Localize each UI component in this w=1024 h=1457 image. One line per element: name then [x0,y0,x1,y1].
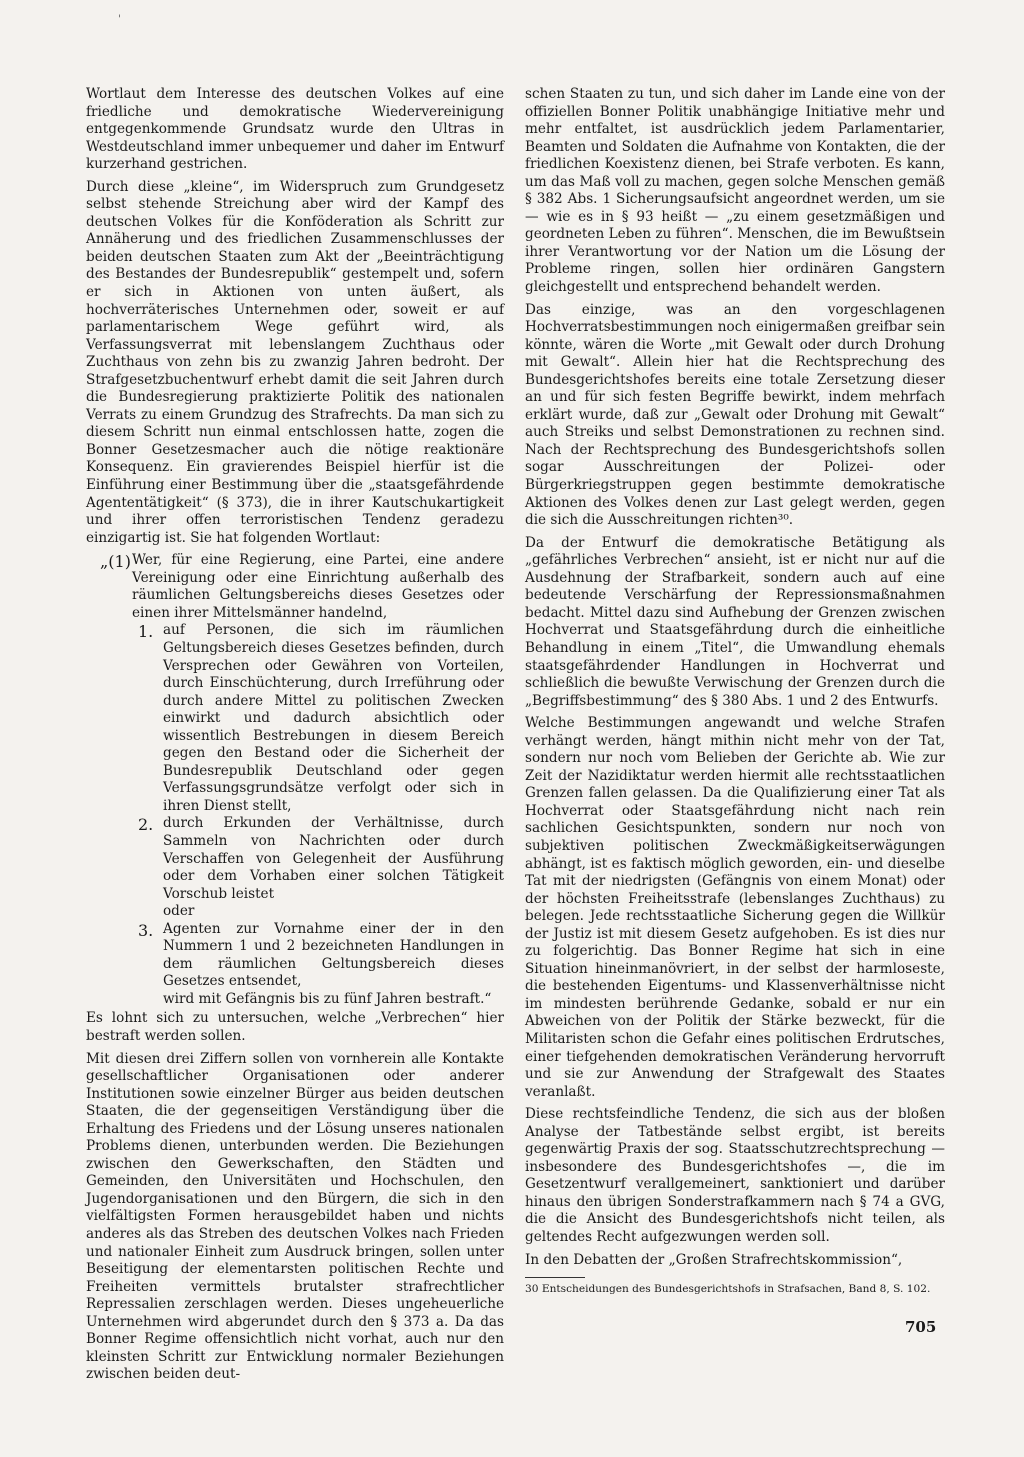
quote-intro-number: „(1) [100,552,131,572]
statute-quote [86,552,504,1008]
paragraph: Welche Bestimmungen angewandt und welche Strafen verhängt werden, hängt mithin nicht mehr von der Tat, sondern nur noch vom Belieben der Gerichte ab. Wie zur Zeit der Nazidiktatur werden hiermit alle rechtsstaatlichen Grenzen fallen gelassen. Da die Qualifizierung einer Tat als Hochverrat oder Staatsgefährdung nicht nach rein sachlichen Gesichtspunkten, sondern nur noch von subjektiven politischen Zweckmäßigkeitserwägungen abhängt, ist es faktisch möglich geworden, ein- und dieselbe Tat mit der niedrigsten (Gefängnis von einem Monat) oder der höchsten Freiheitsstrafe (lebenslanges Zuchthaus) zu belegen. Jede rechtsstaatliche Sicherung gegen die Willkür der Justiz ist mit diesem Gesetz aufgehoben. Es ist dies nur zu folgerichtig. Das Bonner Regime hat sich in eine Situation hineinmanövriert, in der selbst der harmloseste, die bestehenden Eigentums- und Klassenverhältnisse nicht im mindesten berührende Gedanke, sobald er nur ein Abweichen von der Politik der Stärke bezweckt, für die Militaristen schon die Gefahr eines politischen Erdrutsches, einer tiefgehenden demokratischen Veränderung hervorruft und sie zur Anwendung der Strafgewalt des Staates veranlaßt. [525,715,945,1100]
quote-item-3 [86,921,504,991]
corner-mark: ' [118,14,121,25]
paragraph: Diese rechtsfeindliche Tendenz, die sich aus der bloßen Analyse der Tatbestände selbst ergibt, ist bereits gegenwärtig Praxis der sog. Staatsschutzrechtsprechung — insbesondere des Bundesgerichtshofes —, die im Gesetzentwurf verallgemeinert, sanktioniert und darüber hinaus den übrigen Sonderstrafkammern nach § 74 a GVG, die die Ansicht des Bundesgerichtshofs nicht teilen, als geltendes Recht aufgezwungen werden soll. [525,1106,945,1245]
quote-item-text: durch Erkunden der Verhältnisse, durch Sammeln von Nachrichten oder durch Verschaffen von Gelegenheit der Ausführung oder dem Vorhaben einer solchen Tätigkeit Vorschub leistet [163,815,504,902]
quote-item-text: auf Personen, die sich im räumlichen Geltungsbereich dieses Gesetzes befinden, durch Versprechen oder Gewähren von Vorteilen, durch Einschüchterung, durch Irreführung oder durch andere Mittel zu politischen Zwecken einwirkt und dadurch absichtlich oder wissentlich Bestrebungen in diesem Bereich gegen den Bestand oder die Sicherheit der Bundesrepublik Deutschland oder gegen Verfassungsgrundsätze verfolgt oder sich in ihren Dienst stellt, [163,622,504,814]
paragraph: Es lohnt sich zu untersuchen, welche „Verbrechen“ hier bestraft werden sollen. [86,1010,504,1044]
quote-item-2 [86,815,504,903]
quote-intro [86,552,504,622]
quote-item-number: 3. [138,920,154,940]
quote-intro-text: Wer, für eine Regierung, eine Partei, eine andere Vereinigung oder eine Einrichtung außerhalb des räumlichen Geltungsbereichs dieses Gesetzes oder einen ihrer Mittelsmänner handelnd, [132,552,504,621]
right-column [525,86,945,1296]
footnote: 30 Entscheidungen des Bundesgerichtshofs in Strafsachen, Band 8, S. 102. [525,1283,931,1296]
left-column [86,86,504,1389]
paragraph: schen Staaten zu tun, und sich daher im Lande eine von der offiziellen Bonner Politik unabhängige Initiative mehr und mehr entfaltet, ist ausdrücklich jedem Parlamentarier, Beamten und Soldaten die Aufnahme von Kontakten, die der friedlichen Koexistenz dienen, bei Strafe verboten. Es kann, um das Maß voll zu machen, gegen solche Menschen gemäß § 382 Abs. 1 Sicherungsaufsicht angeordnet werden, um sie — wie es in § 93 heißt — „zu einem gesetzmäßigen und geordneten Leben zu führen“. Menschen, die im Bewußtsein ihrer Verantwortung vor der Nation um die Lösung der Probleme ringen, sollen hier ordinären Gangstern gleichgestellt und entsprechend behandelt werden. [525,86,945,296]
paragraph: Mit diesen drei Ziffern sollen von vornherein alle Kontakte gesellschaftlicher Organisationen oder anderer Institutionen sowie einzelner Bürger aus beiden deutschen Staaten, die der gegenseitigen Verständigung über die Erhaltung des Friedens und der Lösung unseres nationalen Problems dienen, unterbunden werden. Die Beziehungen zwischen den Gewerkschaften, den Städten und Gemeinden, den Universitäten und Hochschulen, den Jugendorganisationen und den Bürgern, die sich in den vielfältigsten Formen herausgebildet haben und nichts anderes als das Streben des deutschen Volkes nach Frieden und nationaler Einheit zum Ausdruck bringen, sollen unter Beseitigung der elementarsten politischen Rechte und Freiheiten vermittels brutalster strafrechtlicher Repressalien zerschlagen werden. Dieses ungeheuerliche Unternehmen wird abgerundet durch den § 373 a. Da das Bonner Regime offensichtlich nicht vorhat, auch nur den kleinsten Schritt zur Entwicklung normaler Beziehungen zwischen beiden deut- [86,1050,504,1383]
paragraph: Da der Entwurf die demokratische Betätigung als „gefährliches Verbrechen“ ansieht, ist er nicht nur auf die Ausdehnung der Strafbarkeit, sondern auch auf eine bedeutende Verschärfung der Repressionsmaßnahmen bedacht. Mittel dazu sind Aufhebung der Grenzen zwischen Hochverrat und Staatsgefährdung durch die einheitliche Behandlung in einem „Titel“, die Umwandlung ehemals staatsgefährdender Handlungen in Hochverrat und schließlich die bewußte Verwischung der Grenzen durch die „Begriffsbestimmung“ des § 380 Abs. 1 und 2 des Entwurfs. [525,534,945,709]
paragraph: In den Debatten der „Großen Strafrechtskommission“, [525,1251,903,1268]
paragraph: Durch diese „kleine“, im Widerspruch zum Grundgesetz selbst stehende Streichung aber wird der Kampf des deutschen Volkes für die Konföderation als Schritt zur Annäherung und des friedlichen Zusammenschlusses der beiden deutschen Staaten zum Akt der „Beeinträchtigung des Bestandes der Bundesrepublik“ gestempelt und, sofern er sich in Aktionen von unten äußert, als hochverräterisches Unternehmen oder, soweit er auf parlamentarischem Wege geführt wird, als Verfassungsverrat mit lebenslangem Zuchthaus oder Zuchthaus von zehn bis zu zwanzig Jahren bedroht. Der Strafgesetzbuchentwurf erhebt damit die seit Jahren durch die Bundesregierung praktizierte Politik des nationalen Verrats zu einem Grundzug des Strafrechts. Da man sich zu diesem Schritt nun einmal entschlossen hatte, zogen die Bonner Gesetzesmacher auch die nötige reaktionäre Konsequenz. Ein gravierendes Beispiel hierfür ist die Einführung einer Bestimmung über die „staatsgefährdende Agententätigkeit“ (§ 373), die in ihrer Kautschukartigkeit und ihrer offen terroristischen Tendenz geradezu einzigartig ist. Sie hat folgenden Wortlaut: [86,178,504,546]
quote-oder: oder [163,903,195,920]
quote-item-1 [86,622,504,815]
page-number: 705 [905,1318,937,1336]
quote-item-number: 2. [138,815,154,835]
quote-item-text: Agenten zur Vornahme einer der in den Nummern 1 und 2 bezeichneten Handlungen in dem räumlichen Geltungsbereich dieses Gesetzes entsendet, [163,920,504,990]
quote-item-number: 1. [138,622,154,642]
footnote-divider [525,1277,585,1278]
paragraph: Das einzige, was an den vorgeschlagenen Hochverratsbestimmungen noch einigermaßen greifbar sein könnte, wären die Worte „mit Gewalt oder durch Drohung mit Gewalt“. Allein hier hat die Rechtsprechung des Bundesgerichtshofes bereits eine totale Zersetzung dieser an und für sich festen Begriffe bewirkt, indem mehrfach erklärt wurde, daß zur „Gewalt oder Drohung mit Gewalt“ auch Streiks und selbst Demonstrationen zu rechnen sind. Nach der Rechtsprechung des Bundesgerichtshofs sollen sogar Ausschreitungen der Polizei- oder Bürgerkriegstruppen gegen bestimmte demokratische Aktionen des Volkes denen zur Last gelegt werden, gegen die sich die Ausschreitungen richten³⁰. [525,301,945,529]
paragraph: Wortlaut dem Interesse des deutschen Volkes auf eine friedliche und demokratische Wiedervereinigung entgegenkommende Grundsatz wurde den Ultras in Westdeutschland immer unbequemer und daher im Entwurf kurzerhand gestrichen. [86,86,504,173]
quote-penalty: wird mit Gefängnis bis zu fünf Jahren bestraft.“ [163,990,492,1007]
